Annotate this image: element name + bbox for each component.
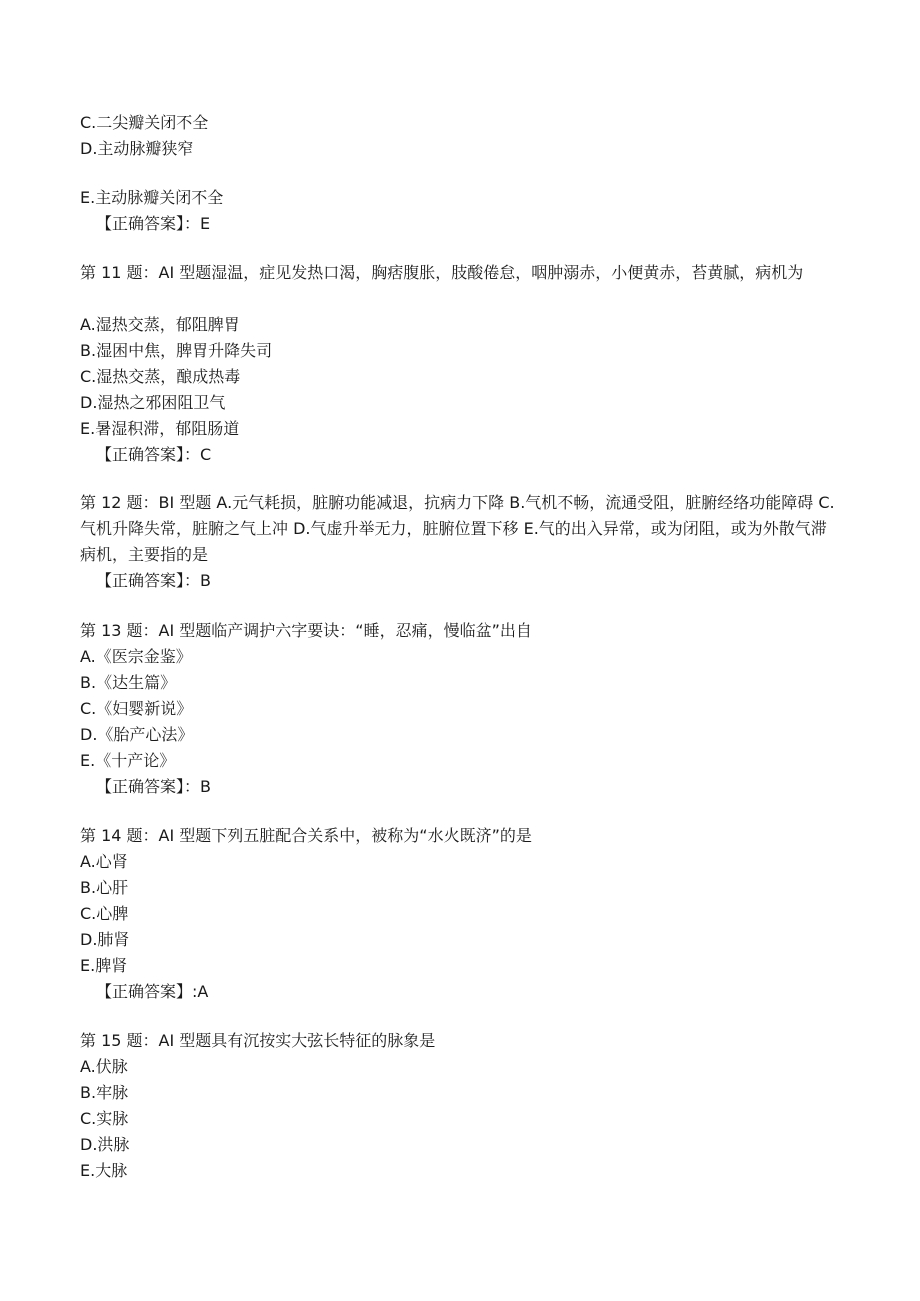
q15-option-c: C.实脉 — [80, 1109, 129, 1128]
q14-option-d: D.肺肾 — [80, 930, 130, 949]
q11-option-c: C.湿热交蒸，酿成热毒 — [80, 367, 241, 386]
q12-correct-answer: 【正确答案】：B — [96, 571, 211, 590]
correct-answer: 【正确答案】：E — [96, 214, 211, 233]
q11-option-e: E.暑湿积滞，郁阻肠道 — [80, 419, 240, 438]
q14-correct-answer: 【正确答案】:A — [96, 982, 209, 1001]
q15-option-d: D.洪脉 — [80, 1135, 130, 1154]
q13-correct-answer: 【正确答案】：B — [96, 777, 211, 796]
q14-option-a: A.心肾 — [80, 852, 128, 871]
question-13-stem: 第 13 题：AI 型题临产调护六字要诀：“睡，忍痛，慢临盆”出自 — [80, 621, 532, 640]
q11-option-d: D.湿热之邪困阻卫气 — [80, 393, 226, 412]
question-14-stem: 第 14 题：AI 型题下列五脏配合关系中，被称为“水火既济”的是 — [80, 826, 532, 845]
q13-option-b: B.《达生篇》 — [80, 673, 177, 692]
q13-option-e: E.《十产论》 — [80, 751, 176, 770]
option-e: E.主动脉瓣关闭不全 — [80, 188, 224, 207]
option-d: D.主动脉瓣狭窄 — [80, 139, 194, 158]
q15-option-e: E.大脉 — [80, 1161, 128, 1180]
q11-option-b: B.湿困中焦，脾胃升降失司 — [80, 341, 273, 360]
q13-option-d: D.《胎产心法》 — [80, 725, 194, 744]
question-11-stem: 第 11 题：AI 型题湿温，症见发热口渴，胸痞腹胀，肢酸倦怠，咽肿溺赤，小便黄赤，苔黄腻，病机为 — [80, 263, 804, 282]
q14-option-b: B.心肝 — [80, 878, 129, 897]
q11-correct-answer: 【正确答案】：C — [96, 445, 212, 464]
q14-option-e: E.脾肾 — [80, 956, 128, 975]
question-15-stem: 第 15 题：AI 型题具有沉按实大弦长特征的脉象是 — [80, 1031, 436, 1050]
q14-option-c: C.心脾 — [80, 904, 129, 923]
q13-option-a: A.《医宗金鉴》 — [80, 647, 192, 666]
q11-option-a: A.湿热交蒸，郁阻脾胃 — [80, 315, 240, 334]
question-12-stem: 第 12 题：BI 型题 A.元气耗损，脏腑功能减退，抗病力下降 B.气机不畅，流通受阻，脏腑经络功能障碍 C.气机升降失常，脏腑之气上冲 D.气虚升举无力，脏腑位置下移 E.气的出入异常，或为闭阻，或为外散气滞病机，主要指的是 — [80, 493, 835, 564]
q15-option-b: B.牢脉 — [80, 1083, 129, 1102]
q13-option-c: C.《妇婴新说》 — [80, 699, 193, 718]
option-c: C.二尖瓣关闭不全 — [80, 113, 209, 132]
q15-option-a: A.伏脉 — [80, 1057, 128, 1076]
